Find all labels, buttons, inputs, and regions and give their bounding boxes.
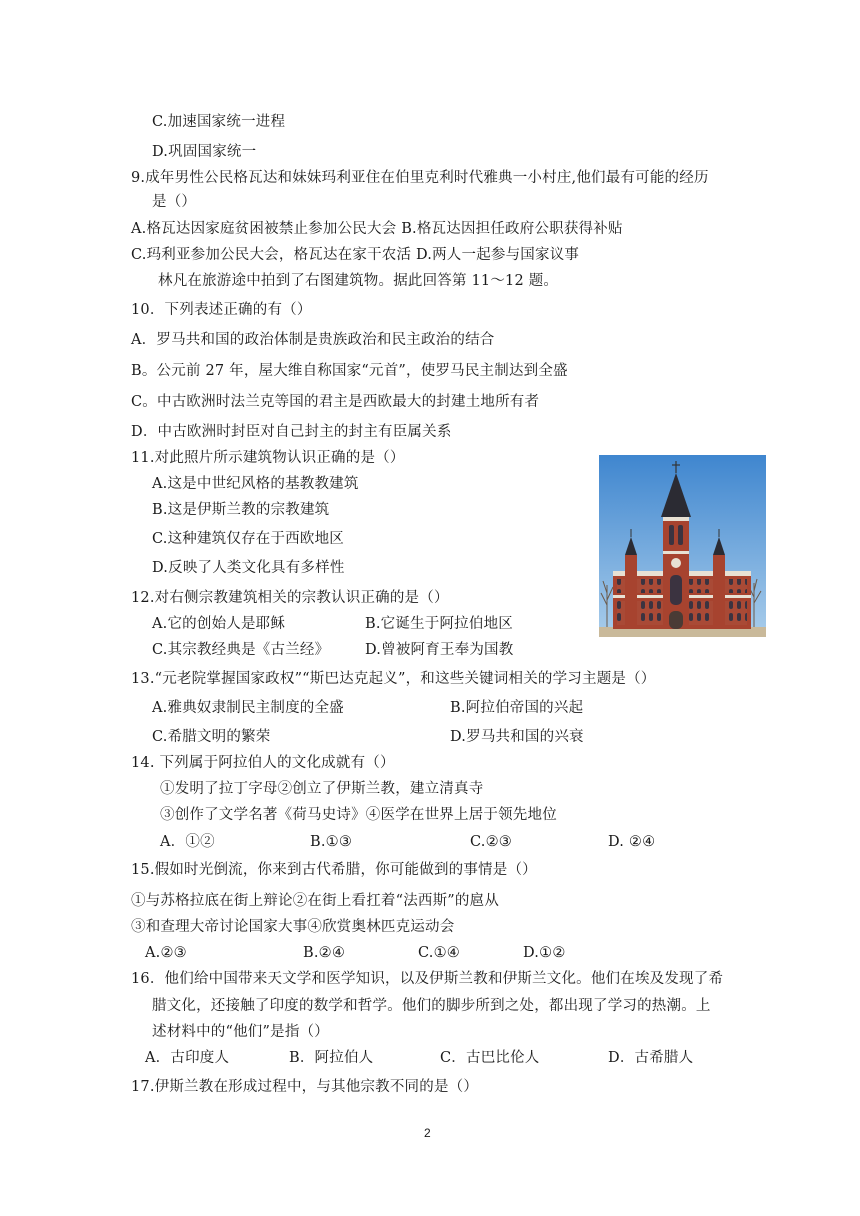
page-number: 2 xyxy=(424,1126,431,1140)
text-line: A．①② xyxy=(160,834,215,850)
text-line: C.②③ xyxy=(470,834,512,850)
text-line: ③创作了文学名著《荷马史诗》④医学在世界上居于领先地位 xyxy=(160,807,557,823)
text-line: 述材料中的“他们”是指（） xyxy=(152,1024,329,1040)
text-line: A．罗马共和国的政治体制是贵族政治和民主政治的结合 xyxy=(131,332,495,348)
text-line: ①与苏格拉底在街上辩论②在街上看扛着“法西斯”的扈从 xyxy=(131,893,500,909)
text-line: D．中古欧洲时封臣对自己封主的封主有臣属关系 xyxy=(131,424,452,440)
text-line: 14. 下列属于阿拉伯人的文化成就有（） xyxy=(131,755,395,771)
text-line: D.①② xyxy=(523,945,566,961)
text-line: 11.对此照片所示建筑物认识正确的是（） xyxy=(131,450,405,466)
text-line: C。中古欧洲时法兰克等国的君主是西欧最大的封建土地所有者 xyxy=(131,394,540,410)
text-line: A．古印度人 xyxy=(145,1050,230,1066)
text-line: C.这种建筑仅存在于西欧地区 xyxy=(152,531,344,547)
text-line: B。公元前 27 年，屋大维自称国家“元首”，使罗马民主制达到全盛 xyxy=(131,363,568,379)
text-line: B.①③ xyxy=(310,834,353,850)
text-line: C.加速国家统一进程 xyxy=(152,114,286,130)
text-line: C.希腊文明的繁荣 xyxy=(152,729,271,745)
text-line: 13.“元老院掌握国家政权”“斯巴达克起义”，和这些关键词相关的学习主题是（） xyxy=(131,671,656,687)
text-line: C．古巴比伦人 xyxy=(440,1050,540,1066)
text-line: A.雅典奴隶制民主制度的全盛 xyxy=(152,700,344,716)
text-line: B.②④ xyxy=(303,945,346,961)
text-line: 15.假如时光倒流，你来到古代希腊，你可能做到的事情是（） xyxy=(131,862,537,878)
text-line: 16．他们给中国带来天文学和医学知识，以及伊斯兰教和伊斯兰文化。他们在埃及发现了希 xyxy=(131,971,724,987)
text-line: 林凡在旅游途中拍到了右图建筑物。据此回答第 11～12 题。 xyxy=(158,273,559,289)
text-line: ③和查理大帝讨论国家大事④欣赏奥林匹克运动会 xyxy=(131,919,455,935)
text-line: 17.伊斯兰教在形成过程中，与其他宗教不同的是（） xyxy=(131,1079,479,1095)
text-line: D.曾被阿育王奉为国教 xyxy=(365,642,514,658)
text-line: B.它诞生于阿拉伯地区 xyxy=(365,616,513,632)
text-line: A.这是中世纪风格的基教教建筑 xyxy=(152,476,359,492)
text-line: D.巩固国家统一 xyxy=(152,144,257,160)
text-line: A.格瓦达因家庭贫困被禁止参加公民大会 B.格瓦达因担任政府公职获得补贴 xyxy=(131,221,623,237)
text-line: B.阿拉伯帝国的兴起 xyxy=(450,700,584,716)
text-line: 9.成年男性公民格瓦达和妹妹玛利亚住在伯里克利时代雅典一小村庄,他们最有可能的经历 xyxy=(131,170,709,186)
text-line: B．阿拉伯人 xyxy=(289,1050,374,1066)
text-line: D. ②④ xyxy=(608,834,656,850)
text-line: B.这是伊斯兰教的宗教建筑 xyxy=(152,502,330,518)
text-line: C.其宗教经典是《古兰经》 xyxy=(152,642,330,658)
text-line: 腊文化，还接触了印度的数学和哲学。他们的脚步所到之处，都出现了学习的热潮。上 xyxy=(152,998,711,1014)
text-line: C.①④ xyxy=(418,945,460,961)
text-line: A.它的创始人是耶稣 xyxy=(152,616,286,632)
text-line: C.玛利亚参加公民大会，格瓦达在家干农活 D.两人一起参与国家议事 xyxy=(131,247,580,263)
text-line: D.罗马共和国的兴衰 xyxy=(450,729,584,745)
text-line: 10．下列表述正确的有（） xyxy=(131,302,312,318)
text-line: A.②③ xyxy=(145,945,187,961)
text-line: ①发明了拉丁字母②创立了伊斯兰教，建立清真寺 xyxy=(160,781,484,797)
text-line: 是（） xyxy=(152,194,197,210)
text-line: D.反映了人类文化具有多样性 xyxy=(152,560,345,576)
text-line: 12.对右侧宗教建筑相关的宗教认识正确的是（） xyxy=(131,590,449,606)
church-photo xyxy=(599,455,766,637)
text-line: D．古希腊人 xyxy=(608,1050,694,1066)
